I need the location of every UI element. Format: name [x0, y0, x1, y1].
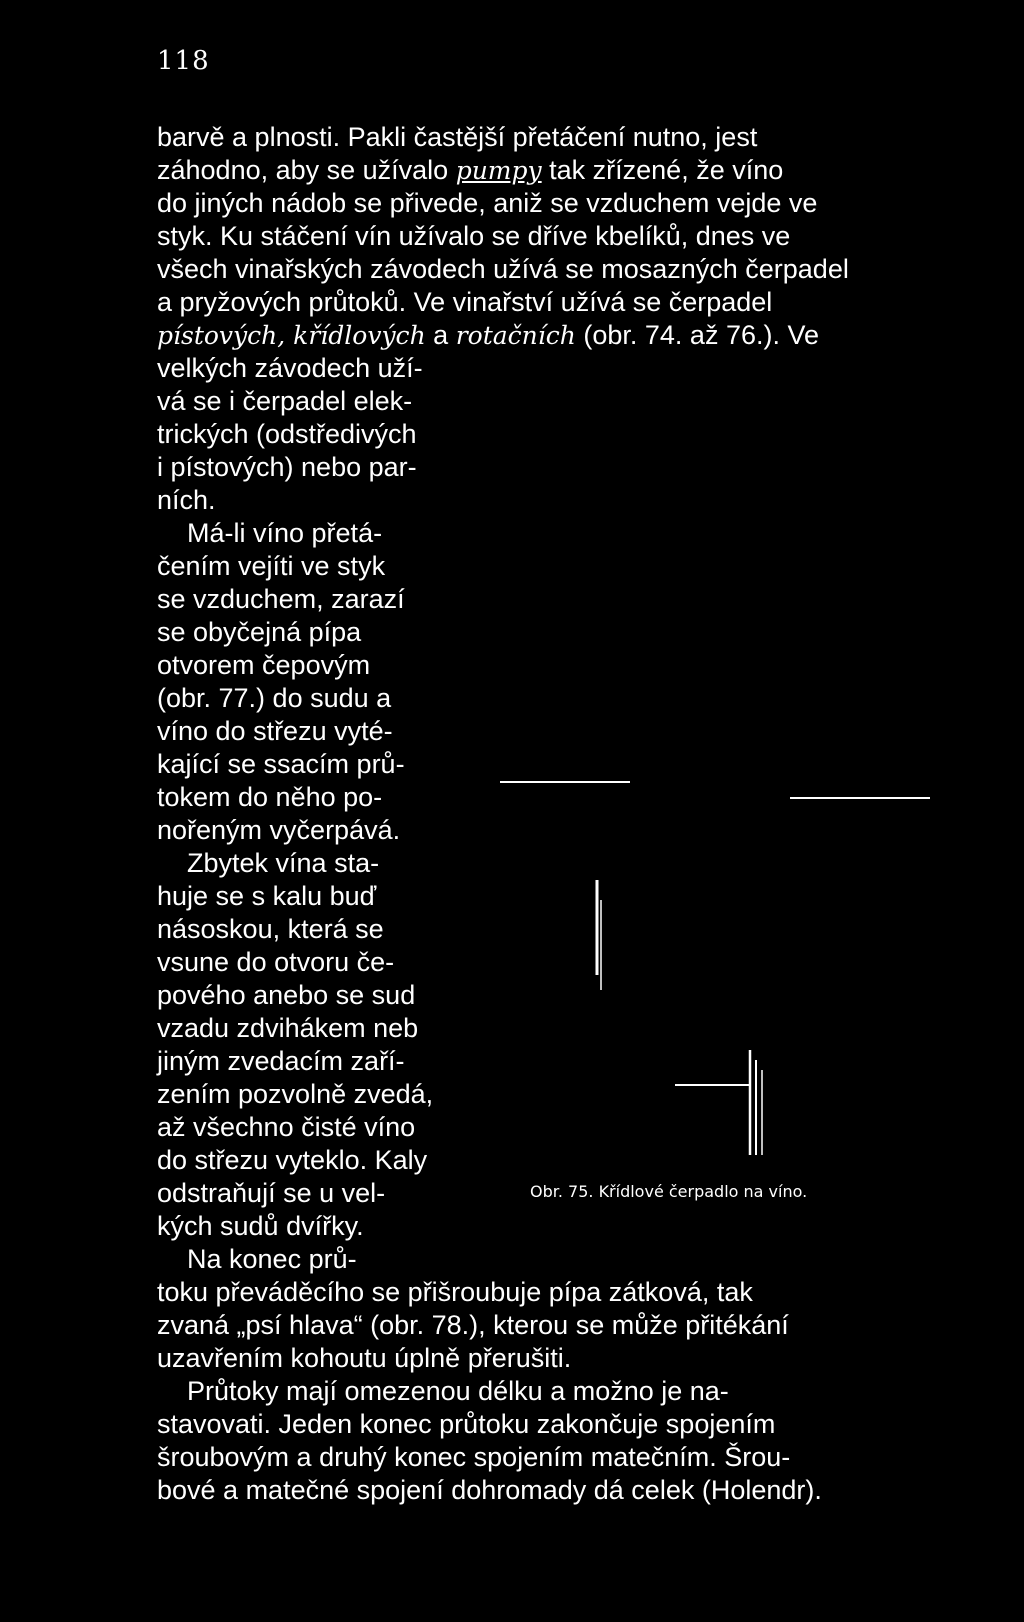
- text-line: záhodno, aby se užívalo pumpy tak zřízené, že víno: [157, 155, 784, 185]
- text-line: (obr. 77.) do sudu a: [157, 683, 392, 713]
- text-line: otvorem čepovým: [157, 650, 371, 680]
- text-line: tokem do něho po-: [157, 782, 383, 812]
- text-line: pístových, křídlových a rotačních (obr. 74. až 76.). Ve: [157, 320, 820, 350]
- text-line: vsune do otvoru če-: [157, 947, 395, 977]
- text-line: vá se i čerpadel elek-: [157, 386, 413, 416]
- text-line: stavovati. Jeden konec průtoku zakončuje spojením: [157, 1409, 776, 1439]
- text-line: kající se ssacím prů-: [157, 749, 405, 779]
- italic-term: pumpy: [455, 156, 542, 185]
- text-line: i pístových) nebo par-: [157, 452, 417, 482]
- text-line: odstraňují se u vel-: [157, 1178, 386, 1208]
- text-line: nořeným vyčerpává.: [157, 815, 401, 845]
- text-line: Na konec prů-: [157, 1244, 357, 1274]
- text-line: do střezu vyteklo. Kaly: [157, 1145, 428, 1175]
- text-line: velkých závodech uží-: [157, 353, 423, 383]
- text-line: zením pozvolně zvedá,: [157, 1079, 434, 1109]
- text-line: vzadu zdvihákem neb: [157, 1013, 419, 1043]
- text-line: trických (odstředivých: [157, 419, 417, 449]
- text-line: do jiných nádob se přivede, aniž se vzduchem vejde ve: [157, 188, 818, 218]
- text-line: všech vinařských závodech užívá se mosazných čerpadel: [157, 254, 849, 284]
- text-line: styk. Ku stáčení vín užívalo se dříve kbelíků, dnes ve: [157, 221, 791, 251]
- text-line: Zbytek vína sta-: [157, 848, 380, 878]
- figure-caption: Obr. 75. Křídlové čerpadlo na víno.: [530, 1182, 808, 1201]
- text-line: víno do střezu vyté-: [157, 716, 393, 746]
- pump-figure: [470, 760, 940, 1180]
- text-line: Průtoky mají omezenou délku a možno je na-: [157, 1376, 729, 1406]
- page-number: 118: [157, 46, 210, 76]
- text-line: toku převáděcího se přišroubuje pípa zátková, tak: [157, 1277, 753, 1307]
- text-line: huje se s kalu buď: [157, 881, 377, 911]
- text-line: jiným zvedacím zaří-: [157, 1046, 405, 1076]
- text-line: zvaná „psí hlava“ (obr. 78.), kterou se může přitékání: [157, 1310, 789, 1340]
- italic-term: rotačních: [455, 321, 576, 350]
- text-line: se obyčejná pípa: [157, 617, 362, 647]
- text-line: čením vejíti ve styk: [157, 551, 386, 581]
- text-line: násoskou, která se: [157, 914, 384, 944]
- text-line: a pryžových průtoků. Ve vinařství užívá se čerpadel: [157, 287, 773, 317]
- text-line: šroubovým a druhý konec spojením matečním. Šrou-: [157, 1442, 791, 1472]
- text-line: kých sudů dvířky.: [157, 1211, 364, 1241]
- text-line: Má-li víno přetá-: [157, 518, 383, 548]
- text-line: barvě a plnosti. Pakli častější přetáčení nutno, jest: [157, 122, 758, 152]
- text-line: až všechno čisté víno: [157, 1112, 416, 1142]
- italic-term: pístových, křídlových: [157, 321, 426, 350]
- text-line: uzavřením kohoutu úplně přerušiti.: [157, 1343, 572, 1373]
- text-line: se vzduchem, zarazí: [157, 584, 405, 614]
- text-line: pového anebo se sud: [157, 980, 416, 1010]
- text-line: bové a matečné spojení dohromady dá celek (Holendr).: [157, 1475, 822, 1505]
- text-line: ních.: [157, 485, 216, 515]
